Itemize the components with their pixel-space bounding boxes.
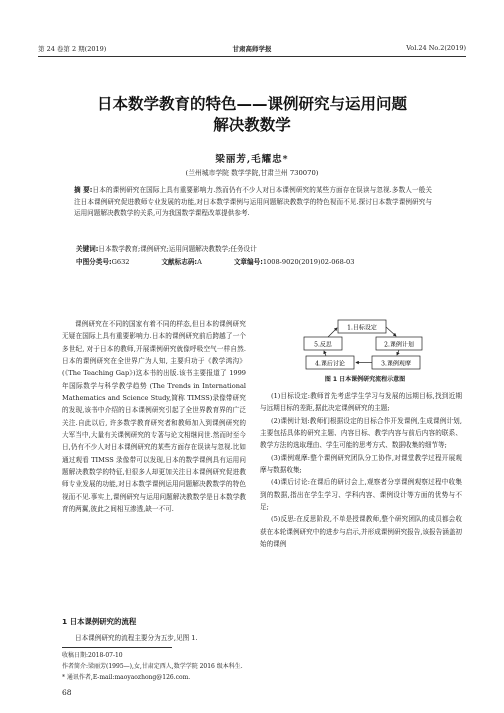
author-bio: 作者简介:梁丽芳(1995—),女,甘肃定西人,数学学院 2016 级本科生. [62,663,243,670]
footnote-rule [62,647,172,648]
flow-arrow-2-3 [397,350,399,355]
article-title [60,94,444,136]
flow-node-2-label: 2.课例计划 [384,341,414,349]
abstract-label: 摘 要: [74,186,93,194]
step-4-paragraph: (4)课后讨论:在课后的研讨会上,观察者分享课例观察过程中收集到的数据,指出在学生学习、学科内容、课例设计等方面的优势与不足; [260,478,462,512]
article-number: 文章编号:1008-9020(2019)02-068-03 [233,258,355,266]
title-line-1: 日本数学教育的特色——课例研究与运用问题 [96,95,407,113]
document-code: 文献标志码:A [161,258,202,266]
keywords [76,243,432,253]
flow-arrow-1-2 [386,327,396,336]
running-header-left: 第 24 卷第 2 期(2019) [38,45,107,53]
flow-node-3-label: 3.课例观摩 [381,360,411,368]
right-column [260,390,462,550]
running-header-right: Vol.24 No.2(2019) [406,44,466,52]
authors: 梁丽芳,毛耀忠* [215,154,289,165]
received-date: 收稿日期:2018-07-10 [62,652,123,659]
abstract [74,185,432,220]
step-2-paragraph: (2)课例计划:教师们根据设定的目标合作开发课例,生成课例计划,主要包括具体的研究主题、内容目标、教学内容与前后内容的联系、教学方法的选取理由、学生可能的思考方式、数据收集的细节等; [260,416,462,450]
affiliation: (兰州城市学院 数学学院,甘肃兰州 730070) [185,169,319,177]
page-number: 68 [62,688,72,697]
journal-name: 甘肃高师学报 [232,45,272,53]
step-1-paragraph: (1)目标设定:教师首先考虑学生学习与发展的远期目标,找到近期与远期目标的差距,据此决定课例研究的主题; [260,392,462,413]
title-line-2: 解决教数学 [213,116,291,134]
figure-caption: 图 1 日本课例研究流程示意图 [324,376,406,383]
step-3-paragraph: (3)课例观摩:整个课例研究团队分工协作,对课堂教学过程开展观摩与数据收集; [260,453,462,475]
flow-arrow-4-5 [324,351,326,356]
lesson-study-flow-diagram [300,318,430,374]
flow-arrow-5-1 [328,328,337,337]
section-1-paragraph: 日本课例研究的流程主要分为五步,见图 1. [75,634,198,642]
section-heading-1: 1 日本课例研究的流程 [62,617,137,626]
step-5-paragraph: (5)反思:在反思阶段,不单是授课教师,整个研究团队的成员都会收获在本轮课例研究中的进步与启示,并形成课例研究报告,该报告涵盖初始的课例 [260,515,463,549]
corresponding-author: * 通讯作者,E-mail:maoyaozhong@126.com. [62,674,191,681]
intro-paragraph: 课例研究在不同的国家有着不同的样态,但日本的课例研究无疑在国际上具有重要影响力.日本的课例研究前后跨越了一个多世纪, 对于日本的教师,开展课例研究就像呼吸空气一样自然.日本的课例研究在全世界广为人知, 主要归功于《教学鸿沟》(《The Teaching Gap》)这本书的出版.该书主要报道了 1999年国际数学与科学教学趋势 (The Trends in International Mathematics and Science Study,简称 TIMSS)录像带研究的发现,该书中介绍的日本课例研究引起了全世界教育界的广泛关注.自此以后, 许多数学教育研究者和教师加入到课例研究的大军当中,大量有关课例研究的专著与论文相继问世.然而时至今日,仍有不少人对日本课例研究的某些方面存在误读与忽视.比如通过观看 TIMSS 录像带可以发现,日本的数学课例具有运用问题解决教数学的特征,但很多人却更加关注日本课例研究促进教师专业发展的功能,对日本数学课例运用问题解决教数学的特色视而不见.事实上,课例研究与运用问题解决教数学是日本数学教育的两翼,彼此之间相互渗透,缺一不可. [62,320,246,514]
header-rule [38,56,466,57]
keywords-text: 日本数学教育;课例研究;运用问题解决教数学;任务设计 [98,245,257,253]
keywords-label: 关键词: [76,245,99,253]
flow-node-4-label: 4.课后讨论 [315,360,345,368]
classification-row [76,256,432,266]
clc-number: 中图分类号:G632 [76,258,130,266]
flow-node-5-label: 5.反思 [314,341,332,349]
flow-node-1-label: 1.目标设定 [347,324,377,332]
abstract-text: 日本的课例研究在国际上具有重要影响力.然而仍有不少人对日本课例研究的某些方面存在误读与忽视.多数人一般关注日本课例研究促进教师专业发展的功能,对日本数学课例与运用问题解决教数学的特色视而不见.探讨日本数学课例研究与运用问题解决教数学的关系,可为我国数学课程改革提供参考. [74,186,432,218]
